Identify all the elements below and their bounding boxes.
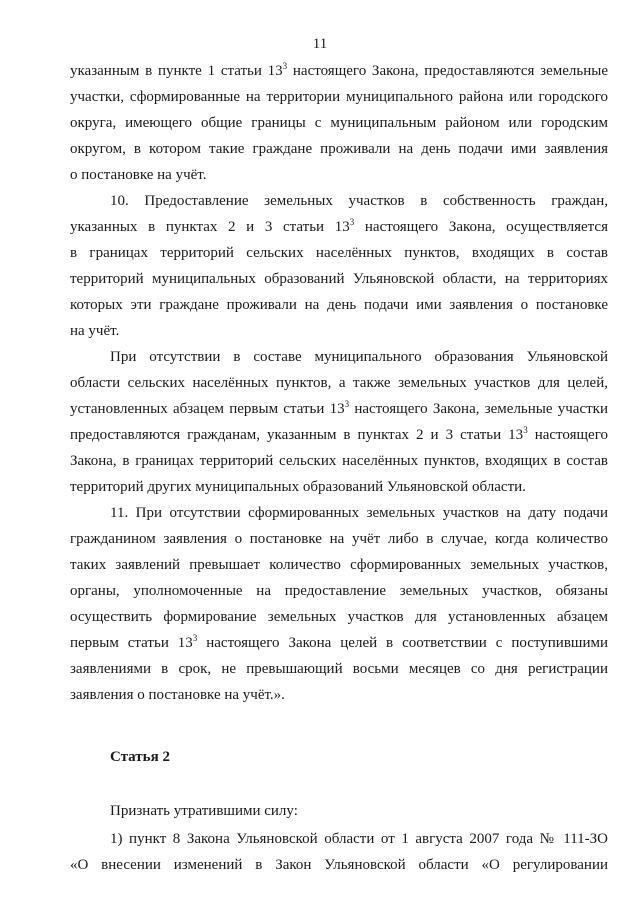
text-line: предоставляются гражданам, указанным в пунктах 2 и 3 статьи $13^3$ настоящего: [70, 425, 608, 443]
text-line: Закона, в границах территорий сельских населённых пунктов, входящих в состав: [70, 453, 608, 469]
text-line: «О внесении изменений в Закон Ульяновской области «О регулировании: [70, 857, 608, 873]
text-line: указанным в пункте 1 статьи $13^3$ настоящего Закона, предоставляются земельные: [70, 61, 608, 79]
text-line: о постановке на учёт.: [70, 167, 207, 183]
text-line: таких заявлений превышает количество сформированных земельных участков,: [70, 557, 608, 573]
text-line: осуществить формирование земельных участков для установленных абзацем: [70, 609, 608, 625]
page-number: 11: [312, 36, 328, 52]
article-heading: Статья 2: [110, 749, 170, 765]
text-line: заявления о постановке на учёт.».: [70, 687, 285, 703]
text-line: участки, сформированные на территории муниципального района или городского: [70, 89, 608, 105]
text-line: территорий муниципальных образований Ульяновской области, на территориях: [70, 271, 608, 287]
text-line: 1) пункт 8 Закона Ульяновской области от 1 августа 2007 года № 111-ЗО: [110, 831, 608, 847]
text-line: на учёт.: [70, 323, 120, 339]
text-line: области сельских населённых пунктов, а также земельных участков для целей,: [70, 375, 608, 391]
text-line: гражданином заявления о постановке на учёт либо в случае, когда количество: [70, 531, 608, 547]
text-line: территорий других муниципальных образований Ульяновской области.: [70, 479, 526, 495]
text-line: округа, имеющего общие границы с муниципальным районом или городским: [70, 115, 608, 131]
text-line: При отсутствии в составе муниципального образования Ульяновской: [110, 349, 608, 365]
text-line: 10. Предоставление земельных участков в собственность граждан,: [110, 193, 608, 209]
text-line: заявлениями в срок, не превышающий восьми месяцев со дня регистрации: [70, 661, 608, 677]
text-line: 11. При отсутствии сформированных земельных участков на дату подачи: [110, 505, 608, 521]
text-line: органы, уполномоченные на предоставление земельных участков, обязаны: [70, 583, 608, 599]
text-line: Признать утратившими силу:: [110, 803, 298, 819]
text-line: первым статьи $13^3$ настоящего Закона целей в соответствии с поступившими: [70, 633, 608, 651]
text-line: установленных абзацем первым статьи $13^3$ настоящего Закона, земельные участки: [70, 399, 608, 417]
text-line: которых эти граждане проживали на день подачи ими заявления о постановке: [70, 297, 608, 313]
text-line: указанных в пунктах 2 и 3 статьи $13^3$ настоящего Закона, осуществляется: [70, 217, 608, 235]
text-line: в границах территорий сельских населённых пунктов, входящих в состав: [70, 245, 608, 261]
text-line: округом, в котором такие граждане проживали на день подачи ими заявления: [70, 141, 608, 157]
